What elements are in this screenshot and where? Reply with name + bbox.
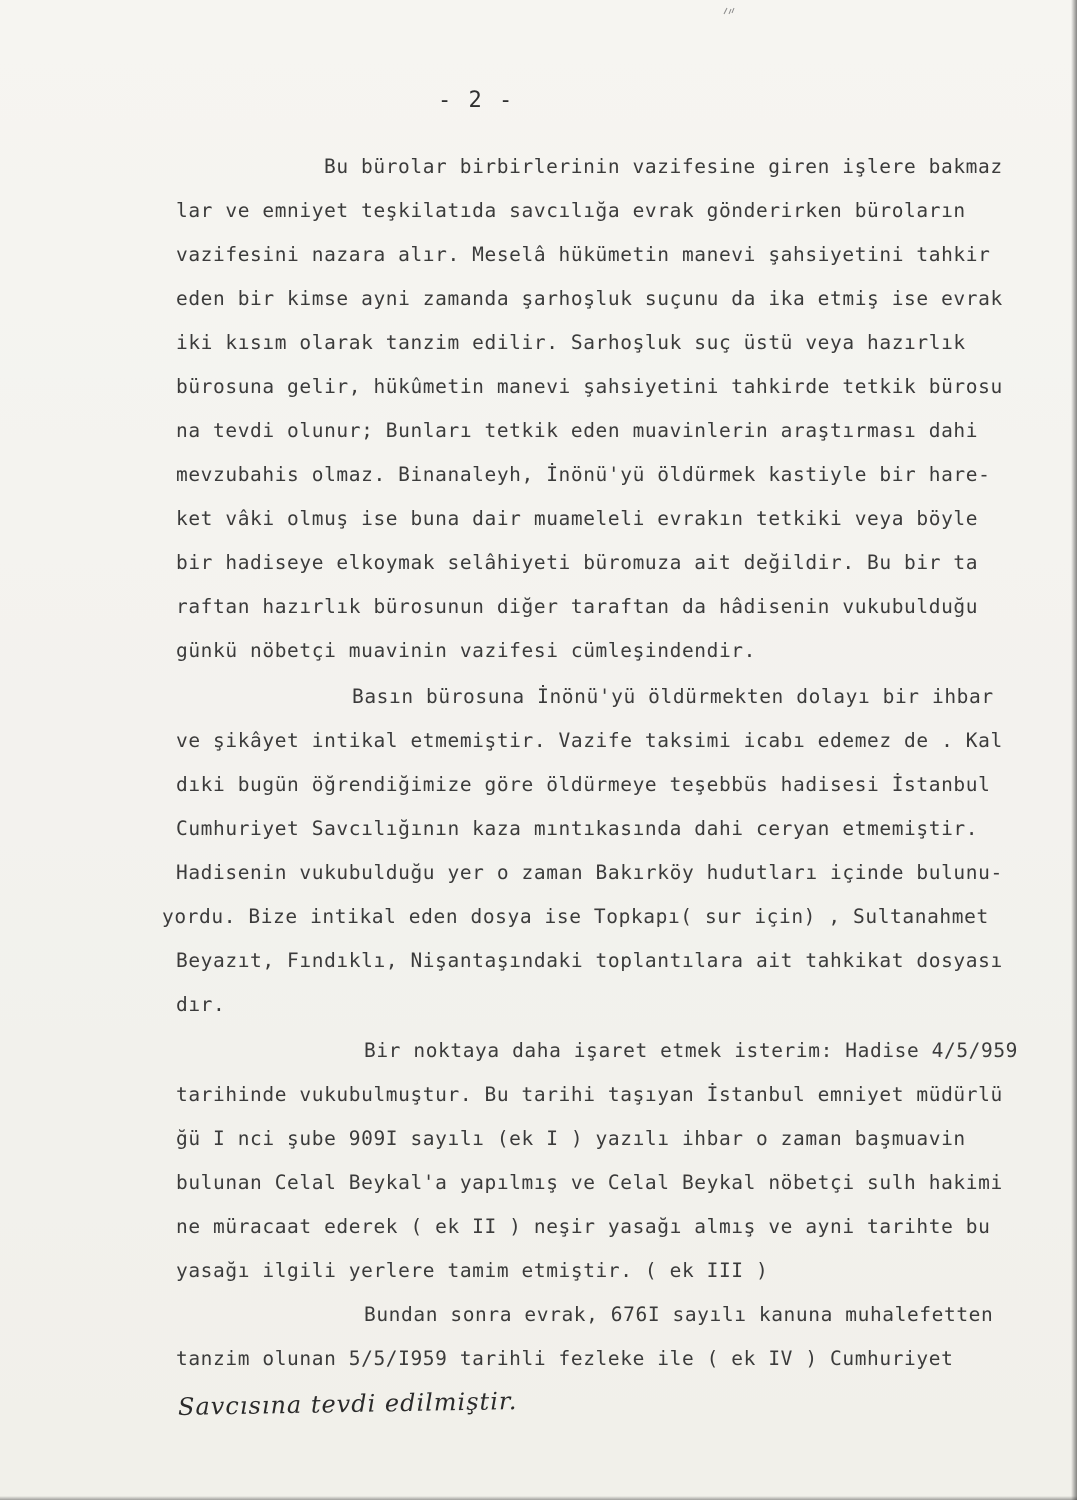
- text-line: Basın bürosuna İnönü'yü öldürmekten dolayı bir ihbar: [352, 685, 994, 708]
- text-line: bürosuna gelir, hükûmetin manevi şahsiyetini tahkirde tetkik bürosu: [176, 375, 1003, 398]
- text-line: günkü nöbetçi muavinin vazifesi cümleşindendir.: [176, 639, 756, 662]
- text-line: yordu. Bize intikal eden dosya ise Topkapı( sur için) , Sultanahmet: [162, 905, 989, 928]
- text-line: Beyazıt, Fındıklı, Nişantaşındaki toplantılara ait tahkikat dosyası: [176, 949, 1003, 972]
- text-line: eden bir kimse ayni zamanda şarhoşluk suçunu da ika etmiş ise evrak: [176, 287, 1003, 310]
- ink-speck-mark: [722, 6, 736, 16]
- text-line: raftan hazırlık bürosunun diğer taraftan da hâdisenin vukubulduğu: [176, 595, 979, 618]
- text-line: Bundan sonra evrak, 676I sayılı kanuna muhalefetten: [364, 1303, 994, 1326]
- text-line: Bu bürolar birbirlerinin vazifesine giren işlere bakmaz: [324, 155, 1003, 178]
- text-line: lar ve emniyet teşkilatıda savcılığa evrak gönderirken büroların: [176, 199, 966, 222]
- text-line: mevzubahis olmaz. Binanaleyh, İnönü'yü öldürmek kastiyle bir hare-: [176, 463, 991, 486]
- text-line: dır.: [176, 993, 226, 1016]
- text-line: Hadisenin vukubulduğu yer o zaman Bakırköy hudutları içinde bulunu-: [176, 861, 1003, 884]
- page-bottom-shadow: [0, 1496, 1077, 1500]
- text-line: bir hadiseye elkoymak selâhiyeti büromuza ait değildir. Bu bir ta: [176, 551, 979, 574]
- text-line: bulunan Celal Beykal'a yapılmış ve Celal Beykal nöbetçi sulh hakimi: [176, 1171, 1003, 1194]
- page-edge-shadow: [1071, 0, 1077, 1500]
- text-line: tanzim olunan 5/5/I959 tarihli fezleke ile ( ek IV ) Cumhuriyet: [176, 1347, 954, 1370]
- text-line: dıki bugün öğrendiğimize göre öldürmeye teşebbüs hadisesi İstanbul: [176, 773, 991, 796]
- text-line: ne müracaat ederek ( ek II ) neşir yasağı almış ve ayni tarihte bu: [176, 1215, 991, 1238]
- text-line: iki kısım olarak tanzim edilir. Sarhoşluk suç üstü veya hazırlık: [176, 331, 966, 354]
- text-line: na tevdi olunur; Bunları tetkik eden muavinlerin araştırması dahi: [176, 419, 979, 442]
- text-line: Cumhuriyet Savcılığının kaza mıntıkasında dahi ceryan etmemiştir.: [176, 817, 979, 840]
- text-line: yasağı ilgili yerlere tamim etmiştir. ( ek III ): [176, 1259, 769, 1282]
- text-line: ket vâki olmuş ise buna dair muameleli evrakın tetkiki veya böyle: [176, 507, 979, 530]
- text-line: Bir noktaya daha işaret etmek isterim: Hadise 4/5/959: [364, 1039, 1019, 1062]
- text-line: vazifesini nazara alır. Meselâ hükümetin manevi şahsiyetini tahkir: [176, 243, 991, 266]
- page-number: - 2 -: [438, 88, 515, 113]
- text-line: tarihinde vukubulmuştur. Bu tarihi taşıyan İstanbul emniyet müdürlü: [176, 1083, 1003, 1106]
- text-line: ve şikâyet intikal etmemiştir. Vazife taksimi icabı edemez de . Kal: [176, 729, 1003, 752]
- handwritten-line: Savcısına tevdi edilmiştir.: [177, 1387, 518, 1421]
- text-line: ğü I nci şube 909I sayılı (ek I ) yazılı ihbar o zaman başmuavin: [176, 1127, 966, 1150]
